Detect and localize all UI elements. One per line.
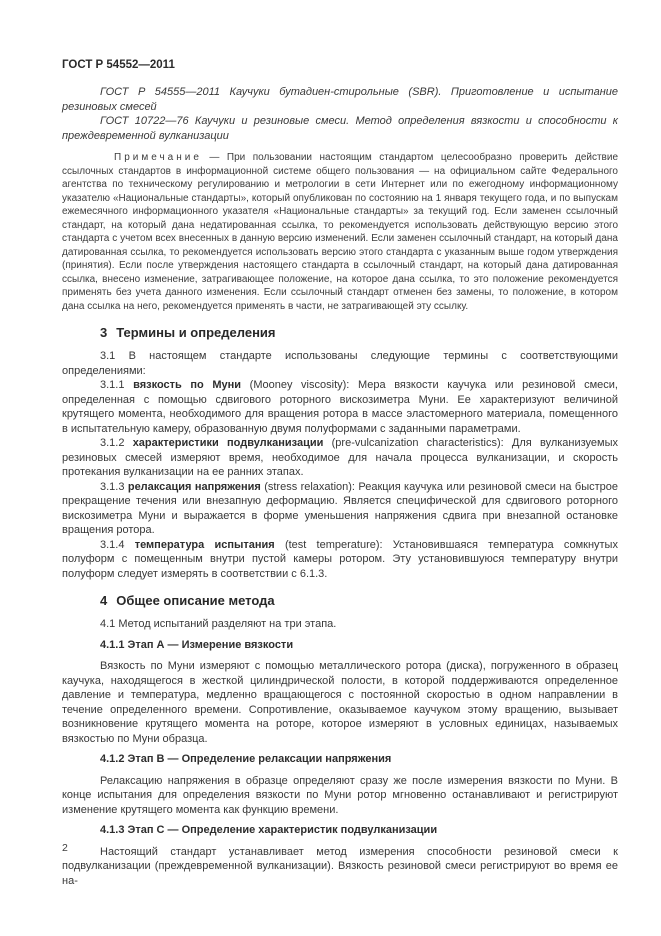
references-block [62,85,618,143]
note-paragraph [62,151,618,313]
note-text: При пользовании настоящим стандартом целесообразно проверить действие ссылочных стандартов в информационной системе общего пользования — на официальном сайте Федерального агентства по техническому регулированию и метрологии в сети Интернет или по ежегодному информационному указателю «Национальные стандарты», который опубликован по состоянию на 1 января текущего года, и по выпускам ежемесячного информационного указателя «Национальные стандарты» за текущий год. Если заменен ссылочный стандарт, на который дана недатированная ссылка, то рекомендуется использовать действующую версию этого стандарта с учетом всех внесенных в данную версию изменений. Если заменен ссылочный стандарт, на который дана датированная ссылка, то рекомендуется использовать версию этого стандарта с указанным выше годом утверждения (принятия). Если после утверждения настоящего стандарта в ссылочный стандарт, на который дана датированная ссылка, внесено изменение, затрагивающее положение, на которое дана ссылка, то это положение рекомендуется применять без учета данного изменения. Если ссылочный стандарт отменен без замены, то положение, в котором дана ссылка на него, рекомендуется применять в части, не затрагивающей эту ссылку. [62,152,619,312]
term-definition-text: Для вулканизуемых резиновых смесей измеряют время, необходимое для начала процесса вулканизации, и скорость протекания вулканизации на ее ранних этапах. [62,437,619,478]
term-number: 3.1.1 [100,379,125,391]
term-definition-3-1-4 [62,538,618,582]
stage-c-heading: 4.1.3 Этап С — Определение характеристик подвулканизации [100,824,438,836]
clause-text: В настоящем стандарте использованы следующие термины с соответствующими определениями: [62,350,618,377]
term-name: вязкость по Муни [133,379,242,391]
term-definition-text: Мера вязкости каучука или резиновой смеси, определенная с помощью сдвигового роторного вискозиметра Муни. Ее характеризуют величиной крутящего момента, необходимого для вращения ротора в массе эластомерного материала, помещенного в испытательную камеру, образованную двумя полуформами с заданными параметрами. [62,379,618,435]
clause-number: 4.1 [100,618,116,630]
reference-text: ГОСТ 10722—76 Каучуки и резиновые смеси. Метод определения вязкости и способности к преждевременной вулканизации [62,115,618,142]
term-number: 3.1.4 [100,538,125,551]
term-english: (Mooney viscosity): [249,379,350,391]
section-3-number: 3 [100,325,108,340]
reference-item [62,85,618,114]
stage-b-heading: 4.1.2 Этап В — Определение релаксации напряжения [100,753,392,765]
note-dash: — [209,152,220,163]
page-number: 2 [62,842,68,854]
stage-c-paragraph: Настоящий стандарт устанавливает метод измерения способности резиновой смеси к подвулканизации (преждевременной вулканизации). Вязкость резиновой смеси регистрируют во время ее на- [62,845,618,887]
clause-3-1 [62,349,618,378]
clause-text: Метод испытаний разделяют на три этапа. [118,618,337,630]
term-english: (stress relaxation): [264,480,355,493]
stage-a-paragraph: Вязкость по Муни измеряют с помощью металлического ротора (диска), погруженного в образец каучука, находящегося в жесткой цилиндрической полости, в которой поддерживаются определенное давление и температура, медленно вращающегося с постоянной скоростью в одном направлении в течение определенного времени. Сопротивление, оказываемое каучуком этому вращению, вызывает возникновение крутящего момента на роторе, которое измеряют в условных единицах, называемых вязкостью по Муни образца. [62,660,618,745]
clause-number: 3.1 [100,350,116,362]
term-definition-3-1-1 [62,378,618,436]
section-3-title: Термины и определения [116,325,276,340]
stage-a-heading: 4.1.1 Этап А — Измерение вязкости [100,638,294,651]
reference-item [62,114,618,143]
term-definition-text: Установившаяся температура сомкнутых полуформ с помещенным внутри пустой камеры ротором. Эту установившуюся температуру внутри полуформ следует измерять в соответствии с 6.1.3. [62,538,618,580]
term-definition-3-1-2 [62,436,618,480]
term-definition-3-1-3 [62,480,618,538]
term-name: температура испытания [134,538,275,551]
stage-b-paragraph: Релаксацию напряжения в образце определяют сразу же после измерения вязкости по Муни. В конце испытания для определения вязкости по Муни ротор мгновенно останавливают и регистрируют изменение крутящего момента как функцию времени. [62,774,618,816]
term-english: (pre-vulcanization characteristics): [331,437,504,449]
term-name: характеристики подвулканизации [132,437,324,449]
section-4-number: 4 [100,593,108,608]
term-number: 3.1.2 [100,437,125,449]
section-3-heading [100,324,618,341]
section-4-title: Общее описание метода [116,593,275,608]
term-english: (test temperature): [284,538,383,551]
page-header-standard-number: ГОСТ Р 54552—2011 [62,59,175,71]
note-label: Примечание [114,152,202,163]
reference-text: ГОСТ Р 54555—2011 Каучуки бутадиен-стирольные (SBR). Приготовление и испытание резиновых смесей [62,86,618,113]
section-4-heading [100,592,618,609]
term-definition-text: Реакция каучука или резиновой смеси на быстрое прекращение течения или внезапную деформацию. Является специфической для сдвигового роторного вискозиметра Муни и выражается в форме уменьшения напряжения сдвига при внезапной остановке вращения ротора. [62,480,618,536]
term-name: релаксация напряжения [127,480,261,493]
term-number: 3.1.3 [100,480,125,493]
clause-4-1 [62,617,618,632]
